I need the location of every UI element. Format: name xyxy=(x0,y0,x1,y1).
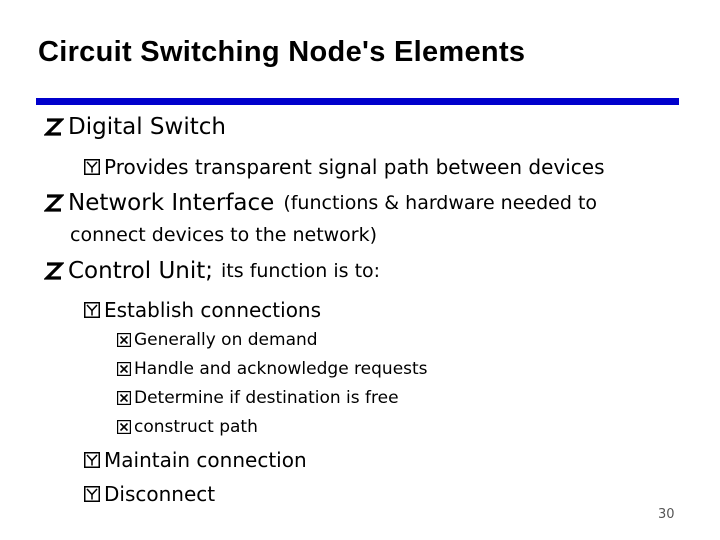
item-text: Control Unit; xyxy=(68,258,214,284)
item-text: Handle and acknowledge requests xyxy=(134,359,428,379)
title-rule xyxy=(36,98,679,105)
x-bullet-icon xyxy=(117,391,131,405)
item-note-continued: connect devices to the network) xyxy=(70,224,378,246)
item-text: construct path xyxy=(134,417,258,437)
bullet-maintain xyxy=(84,448,307,472)
item-text: Maintain connection xyxy=(104,448,307,472)
item-text: Provides transparent signal path between devices xyxy=(104,155,605,179)
item-text: Determine if destination is free xyxy=(134,388,399,408)
item-text: Digital Switch xyxy=(68,114,226,140)
item-text: Establish connections xyxy=(104,298,322,322)
y-bullet-icon xyxy=(84,486,100,502)
bullet-disconnect xyxy=(84,482,215,506)
bullet-network-interface xyxy=(44,190,597,216)
x-bullet-icon xyxy=(117,420,131,434)
item-text: Disconnect xyxy=(104,482,216,506)
item-note: its function is to: xyxy=(221,260,381,282)
x-bullet-icon xyxy=(117,333,131,347)
bullet-establish xyxy=(84,298,321,322)
y-bullet-icon xyxy=(84,452,100,468)
y-bullet-icon xyxy=(84,302,100,318)
bullet-control-unit xyxy=(44,258,380,284)
bullet-digital-switch xyxy=(44,114,226,140)
z-bullet-icon xyxy=(44,261,64,281)
bullet-generally xyxy=(117,330,318,350)
bullet-determine xyxy=(117,388,399,408)
bullet-handle xyxy=(117,359,428,379)
z-bullet-icon xyxy=(44,117,64,137)
slide-title: Circuit Switching Node's Elements xyxy=(38,36,526,68)
item-text: Generally on demand xyxy=(134,330,318,350)
item-note: (functions & hardware needed to xyxy=(283,192,598,214)
item-text: Network Interface xyxy=(68,190,275,216)
y-bullet-icon xyxy=(84,159,100,175)
x-bullet-icon xyxy=(117,362,131,376)
bullet-transparent-path xyxy=(84,155,605,179)
page-number: 30 xyxy=(658,507,675,522)
bullet-construct xyxy=(117,417,258,437)
z-bullet-icon xyxy=(44,193,64,213)
